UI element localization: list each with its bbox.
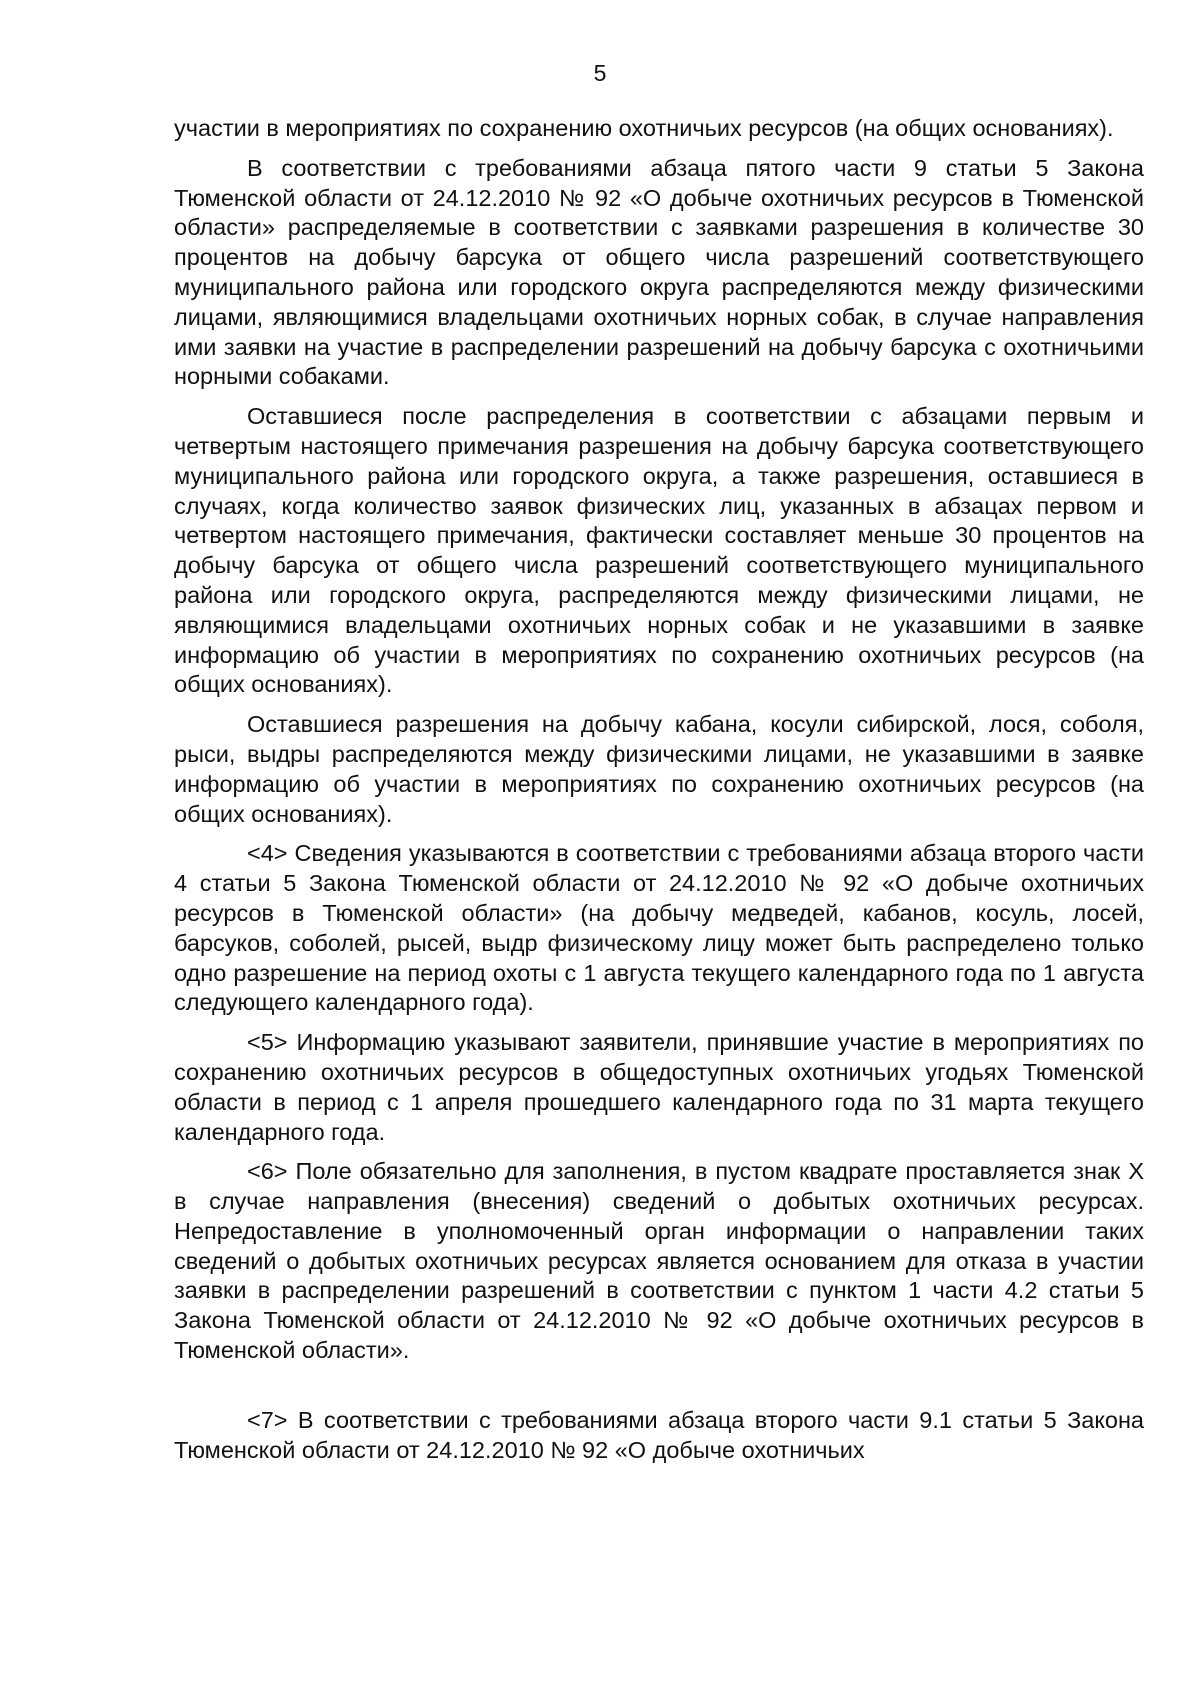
footnote-6: <6> Поле обязательно для заполнения, в пустом квадрате проставляется знак X в случае направления (внесения) сведений о добытых охотничьих ресурсах. Непредоставление в уполномоченный орган информации о направлении таких сведений о добытых охотничьих ресурсах является основанием для отказа в участии заявки в распределении разрешений в соответствии с пунктом 1 части 4.2 статьи 5 Закона Тюменской области от 24.12.2010 № 92 «О добыче охотничьих ресурсов в Тюменской области». (174, 1158, 1144, 1364)
footnote-7: <7> В соответствии с требованиями абзаца второго части 9.1 статьи 5 Закона Тюменской области от 24.12.2010 № 92 «О добыче охотничьих (174, 1406, 1144, 1463)
paragraph-badger-burrow-dogs: В соответствии с требованиями абзаца пятого части 9 статьи 5 Закона Тюменской области от 24.12.2010 № 92 «О добыче охотничьих ресурсов в Тюменской области» распределяемые в соответствии с заявками разрешения в количестве 30 процентов на добычу барсука от общего числа разрешений соответствующего муниципального района или городского округа распределяются между физическими лицами, являющимися владельцами охотничьих норных собак, в случае направления ими заявки на участие в распределении разрешений на добычу барсука с охотничьими норными собаками. (174, 154, 1144, 390)
footnote-4: <4> Сведения указываются в соответствии с требованиями абзаца второго части 4 статьи 5 Закона Тюменской области от 24.12.2010 № 92 «О добыче охотничьих ресурсов в Тюменской области» (на добычу медведей, кабанов, косуль, лосей, барсуков, соболей, рысей, выдр физическому лицу может быть распределено только одно разрешение на период охоты с 1 августа текущего календарного года по 1 августа следующего календарного года). (174, 840, 1144, 1016)
document-body (174, 114, 1144, 1475)
paragraph-remaining-other-permits: Оставшиеся разрешения на добычу кабана, косули сибирской, лося, соболя, рыси, выдры распределяются между физическими лицами, не указавшими в заявке информацию об участии в мероприятиях по сохранению охотничьих ресурсов (на общих основаниях). (174, 711, 1144, 827)
paragraph-remaining-badger-permits: Оставшиеся после распределения в соответствии с абзацами первым и четвертым настоящего примечания разрешения на добычу барсука соответствующего муниципального района или городского округа, а также разрешения, оставшиеся в случаях, когда количество заявок физических лиц, указанных в абзацах первом и четвертом настоящего примечания, фактически составляет меньше 30 процентов на добычу барсука от общего числа разрешений соответствующего муниципального района или городского округа, распределяются между физическими лицами, не являющимися владельцами охотничьих норных собак и не указавшими в заявке информацию об участии в мероприятиях по сохранению охотничьих ресурсов (на общих основаниях). (174, 403, 1144, 698)
page-number: 5 (593, 60, 607, 86)
footnote-5: <5> Информацию указывают заявители, принявшие участие в мероприятиях по сохранению охотничьих ресурсов в общедоступных охотничьих угодьях Тюменской области в период с 1 апреля прошедшего календарного года по 31 марта текущего календарного года. (174, 1029, 1144, 1145)
paragraph-continuation: участии в мероприятиях по сохранению охотничьих ресурсов (на общих основаниях). (174, 115, 1114, 141)
